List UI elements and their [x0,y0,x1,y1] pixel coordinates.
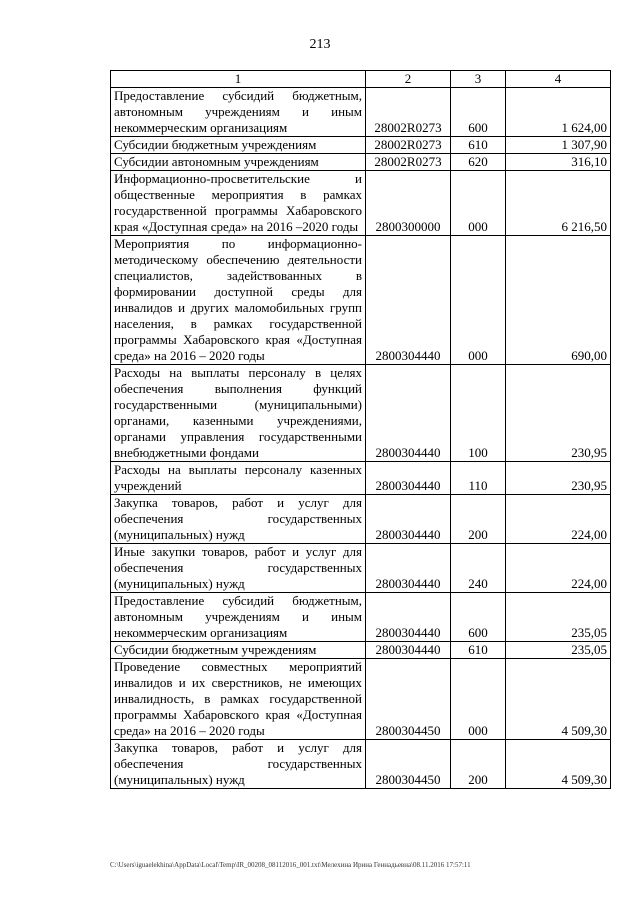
row-expense-type-cell: 100 [451,365,506,462]
row-code-cell: 2800304440 [366,495,451,544]
table-row [111,462,611,495]
row-code-cell: 28002R0273 [366,88,451,137]
table-row [111,137,611,154]
row-name-cell: Субсидии автономным учреждениям [111,154,366,171]
table-row [111,88,611,137]
table-row [111,593,611,642]
row-code-cell: 28002R0273 [366,137,451,154]
row-code-cell: 2800304440 [366,593,451,642]
row-expense-type-cell: 200 [451,495,506,544]
row-name-cell: Субсидии бюджетным учреждениям [111,642,366,659]
column-header-name: 1 [111,71,366,88]
row-name-cell: Иные закупки товаров, работ и услуг для обеспечения государственных (муниципальных) нужд [111,544,366,593]
page-number: 213 [309,37,331,52]
table-row [111,659,611,740]
footer-file-path: C:\Users\iguaelekhina\AppData\Local\Temp\IR_00208_08112016_001.txt\Мелехина Ирина Геннадьевна\08.11.2016 17:57:11 [110,861,471,869]
row-expense-type-cell: 600 [451,88,506,137]
row-sum-cell: 224,00 [506,495,611,544]
table-row [111,236,611,365]
row-code-cell: 2800304440 [366,365,451,462]
row-code-cell: 2800304450 [366,659,451,740]
row-sum-cell: 690,00 [506,236,611,365]
row-name-cell: Предоставление субсидий бюджетным, автономным учреждениям и иным некоммерческим организациям [111,593,366,642]
row-name-cell: Предоставление субсидий бюджетным, автономным учреждениям и иным некоммерческим организациям [111,88,366,137]
row-sum-cell: 224,00 [506,544,611,593]
row-name-cell: Закупка товаров, работ и услуг для обеспечения государственных (муниципальных) нужд [111,495,366,544]
table-row [111,365,611,462]
row-name-cell: Проведение совместных мероприятий инвалидов и их сверстников, не имеющих инвалидность, в рамках государственной программы Хабаровского края «Доступная среда» на 2016 – 2020 годы [111,659,366,740]
table-row [111,154,611,171]
row-code-cell: 2800304440 [366,642,451,659]
table-row [111,642,611,659]
row-code-cell: 2800304440 [366,462,451,495]
row-name-cell: Расходы на выплаты персоналу казенных учреждений [111,462,366,495]
table-row [111,544,611,593]
row-sum-cell: 235,05 [506,593,611,642]
row-expense-type-cell: 000 [451,171,506,236]
row-expense-type-cell: 000 [451,236,506,365]
row-sum-cell: 230,95 [506,365,611,462]
row-expense-type-cell: 610 [451,642,506,659]
column-header-code: 2 [366,71,451,88]
row-expense-type-cell: 620 [451,154,506,171]
table-row [111,740,611,789]
row-code-cell: 2800304450 [366,740,451,789]
row-sum-cell: 1 307,90 [506,137,611,154]
table-row [111,171,611,236]
row-sum-cell: 4 509,30 [506,659,611,740]
row-expense-type-cell: 110 [451,462,506,495]
row-sum-cell: 1 624,00 [506,88,611,137]
row-name-cell: Информационно-просветительские и общественные мероприятия в рамках государственной программы Хабаровского края «Доступная среда» на 2016 –2020 годы [111,171,366,236]
row-name-cell: Субсидии бюджетным учреждениям [111,137,366,154]
row-expense-type-cell: 240 [451,544,506,593]
row-sum-cell: 316,10 [506,154,611,171]
row-expense-type-cell: 600 [451,593,506,642]
table-header-row [111,71,611,88]
row-code-cell: 28002R0273 [366,154,451,171]
table-row [111,495,611,544]
row-sum-cell: 6 216,50 [506,171,611,236]
row-sum-cell: 235,05 [506,642,611,659]
row-code-cell: 2800304440 [366,544,451,593]
row-code-cell: 2800300000 [366,171,451,236]
row-name-cell: Расходы на выплаты персоналу в целях обеспечения выполнения функций государственными (муниципальными) органами, казенными учреждениями, органами управления государственными внебюджетными фондами [111,365,366,462]
row-expense-type-cell: 200 [451,740,506,789]
row-code-cell: 2800304440 [366,236,451,365]
budget-table [110,70,611,789]
column-header-sum: 4 [506,71,611,88]
row-expense-type-cell: 000 [451,659,506,740]
column-header-expense-type: 3 [451,71,506,88]
row-name-cell: Мероприятия по информационно-методическому обеспечению деятельности специалистов, задействованных в формировании доступной среды для инвалидов и других маломобильных групп населения, в рамках государственной программы Хабаровского края «Доступная среда» на 2016 – 2020 годы [111,236,366,365]
row-name-cell: Закупка товаров, работ и услуг для обеспечения государственных (муниципальных) нужд [111,740,366,789]
row-sum-cell: 230,95 [506,462,611,495]
row-sum-cell: 4 509,30 [506,740,611,789]
row-expense-type-cell: 610 [451,137,506,154]
